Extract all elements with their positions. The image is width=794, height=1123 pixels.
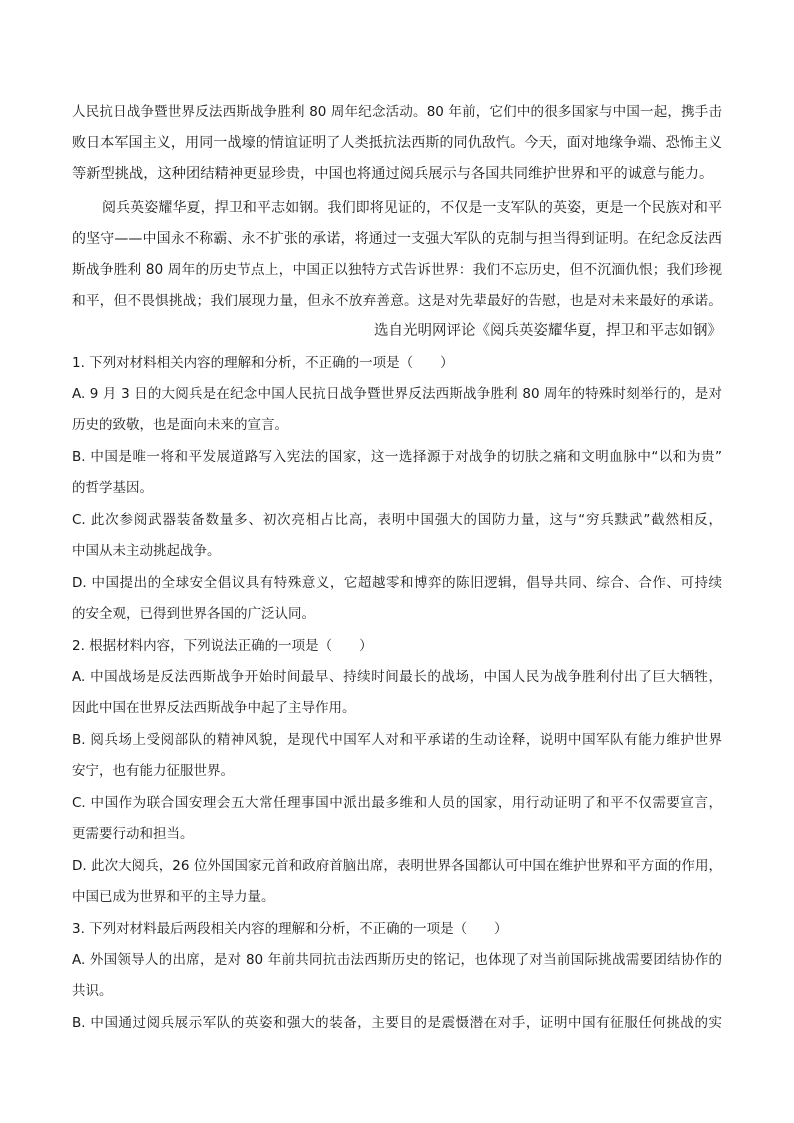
option-line: 更需要行动和担当。 (72, 826, 194, 842)
option-line: 的哲学基因。 (72, 480, 153, 496)
paragraph-line: 人民抗日战争暨世界反法西斯战争胜利 80 周年纪念活动。80 年前，它们中的很多国家与中国一起，携手击 (72, 104, 722, 120)
option-line: B. 阅兵场上受阅部队的精神风貌，是现代中国军人对和平承诺的生动诠释，说明中国军队有能力维护世界 (72, 732, 722, 748)
option-line: 的安全观，已得到世界各国的广泛认同。 (72, 606, 315, 622)
question-stem: 3. 下列对材料最后两段相关内容的理解和分析，不正确的一项是（ ） (72, 921, 508, 937)
option-line: B. 中国是唯一将和平发展道路写入宪法的国家，这一选择源于对战争的切肤之痛和文明血脉中“以和为贵” (72, 449, 722, 465)
option-line: 共识。 (72, 983, 113, 999)
option-line: 因此中国在世界反法西斯战争中起了主导作用。 (72, 700, 356, 716)
paragraph-line: 败日本军国主义，用同一战壕的情谊证明了人类抵抗法西斯的同仇敌忾。今天，面对地缘争端、恐怖主义 (72, 135, 722, 151)
source-citation: 选自光明网评论《阅兵英姿耀华夏，捍卫和平志如钢》 (374, 323, 722, 339)
option-line: D. 此次大阅兵，26 位外国国家元首和政府首脑出席，表明世界各国都认可中国在维护世界和平方面的作用， (72, 858, 722, 874)
paragraph-line: 斯战争胜利 80 周年的历史节点上，中国正以独特方式告诉世界：我们不忘历史，但不沉湎仇恨；我们珍视 (72, 262, 722, 278)
paragraph-line: 的坚守——中国永不称霸、永不扩张的承诺，将通过一支强大军队的克制与担当得到证明。在纪念反法西 (72, 231, 722, 247)
option-line: 中国已成为世界和平的主导力量。 (72, 889, 275, 905)
paragraph-line: 和平，但不畏惧挑战；我们展现力量，但永不放弃善意。这是对先辈最好的告慰，也是对未来最好的承诺。 (72, 293, 722, 309)
option-line: D. 中国提出的全球安全倡议具有特殊意义，它超越零和博弈的陈旧逻辑，倡导共同、综合、合作、可持续 (72, 575, 722, 591)
option-line: 安宁，也有能力征服世界。 (72, 763, 234, 779)
option-line: B. 中国通过阅兵展示军队的英姿和强大的装备，主要目的是震慑潜在对手，证明中国有征服任何挑战的实 (72, 1015, 722, 1031)
option-line: A. 外国领导人的出席，是对 80 年前共同抗击法西斯历史的铭记，也体现了对当前国际挑战需要团结协作的 (72, 952, 722, 968)
option-line: 历史的致敬，也是面向未来的宣言。 (72, 417, 288, 433)
option-line: C. 此次参阅武器装备数量多、初次亮相占比高，表明中国强大的国防力量，这与“穷兵黩武”截然相反， (72, 512, 722, 528)
question-stem: 1. 下列对材料相关内容的理解和分析，不正确的一项是（ ） (72, 355, 454, 371)
paragraph-line: 阅兵英姿耀华夏，捍卫和平志如钢。我们即将见证的，不仅是一支军队的英姿，更是一个民族对和平 (102, 200, 722, 216)
option-line: A. 中国战场是反法西斯战争开始时间最早、持续时间最长的战场，中国人民为战争胜利付出了巨大牺牲， (72, 669, 722, 685)
option-line: 中国从未主动挑起战争。 (72, 543, 221, 559)
option-line: A. 9 月 3 日的大阅兵是在纪念中国人民抗日战争暨世界反法西斯战争胜利 80 周年的特殊时刻举行的，是对 (72, 386, 722, 402)
option-line: C. 中国作为联合国安理会五大常任理事国中派出最多维和人员的国家，用行动证明了和平不仅需要宣言， (72, 795, 722, 811)
question-stem: 2. 根据材料内容，下列说法正确的一项是（ ） (72, 638, 373, 654)
paragraph-line: 等新型挑战，这种团结精神更显珍贵，中国也将通过阅兵展示与各国共同维护世界和平的诚意与能力。 (72, 166, 714, 182)
